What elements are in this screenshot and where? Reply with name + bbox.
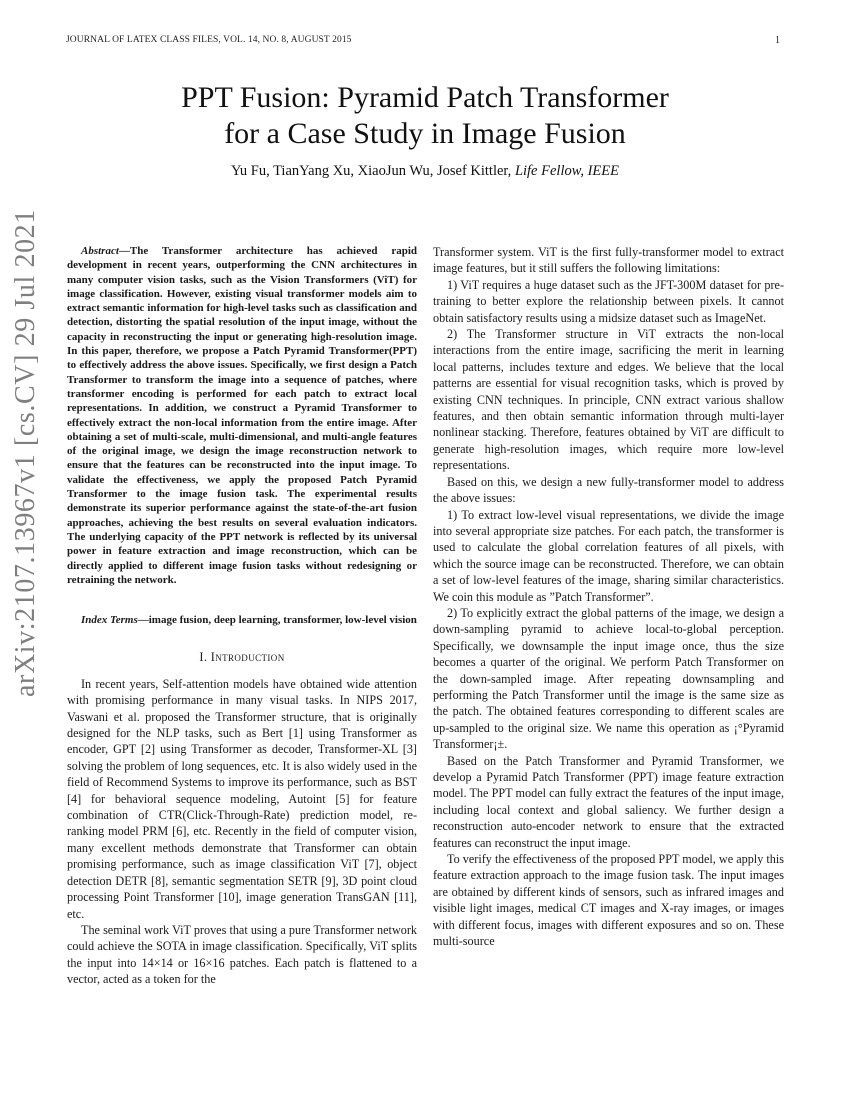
section-title: Introduction [210, 650, 285, 665]
paragraph: In recent years, Self-attention models have obtained wide attention with promising performance in many visual tasks. In NIPS 2017, Vaswani et al. proposed the Transformer structure, that is originally designed for the NLP tasks, such as Bert [1] using Transformer as encoder, GPT [2] using Transformer as decoder, Transformer-XL [3] solving the problem of long sequences, etc. It is also widely used in the field of Recommend Systems to improve its performance, such as BST [4] for behavioral sequence modeling, Autoint [5] for feature combination of CTR(Click-Through-Rate) prediction model, re-ranking model PRM [6], etc. Recently in the field of computer vision, many excellent methods demonstrate that Transformer can obtain promising performance, such as image classification ViT [7], object detection DETR [8], semantic segmentation SETR [9], 3D point cloud processing Point Transformer [10], image generation TransGAN [11], etc. [67, 676, 417, 921]
index-terms-text: —image fusion, deep learning, transformer, low-level vision [137, 614, 417, 627]
index-terms-lead: Index Terms [81, 614, 138, 627]
paragraph: 2) The Transformer structure in ViT extracts the non-local interactions from the entire image, sacrificing the merit in learning local patterns, includes texture and edges. We believe that the local patterns are essential for visual recognition tasks, which is proved by existing CNN techniques. In principle, CNN extract various shallow features, and then obtain semantic information through multi-layer nonlinear stacking. Therefore, features obtained by ViT are difficult to generate high-resolution images, which require more low-level representations. [433, 327, 784, 473]
paper-title-line-2: for a Case Study in Image Fusion [224, 117, 626, 150]
paragraph: 1) To extract low-level visual representations, we divide the image into several appropriate size patches. For each patch, the transformer is used to calculate the global correlation features of all pixels, with which the source image can be reconstructed. Therefore, we can obtain a set of low-level features of the image, sharing similar characteristics. We coin this module as ”Patch Transformer”. [433, 507, 784, 604]
paragraph: Based on the Patch Transformer and Pyramid Transformer, we develop a Pyramid Patch Transformer (PPT) image feature extraction model. The PPT model can fully extract the features of the input image, including local context and global saliency. We further design a reconstruction auto-encoder network to ensure that the extracted features can reconstruct the input image. [433, 753, 784, 850]
arxiv-stamp: arXiv:2107.13967v1 [cs.CV] 29 Jul 2021 [10, 209, 41, 697]
page-number: 1 [775, 35, 780, 46]
paragraph: 1) ViT requires a huge dataset such as the JFT-300M dataset for pre-training to better explore the relationship between pixels. It cannot obtain satisfactory results using a midsize dataset such as ImageNet. [433, 277, 784, 325]
right-column [433, 244, 784, 949]
abstract-text: —The Transformer architecture has achieved rapid development in recent years, outperforming the CNN architectures in many computer vision tasks, such as the Vision Transformers (ViT) for image classification. However, existing visual transformer models aim to extract semantic information for high-level tasks such as classification and detection, distorting the spatial resolution of the input image, without the capacity in reconstructing the input or generating high-resolution image. In this paper, therefore, we propose a Patch Pyramid Transformer(PPT) to effectively address the above issues. Specifically, we first design a Patch Transformer to transform the image into a sequence of patches, where transformer encoding is performed for each patch to extract local representations. In addition, we construct a Pyramid Transformer to effectively extract the non-local information from the entire image. After obtaining a set of multi-scale, multi-dimensional, and multi-angle features of the original image, we design the image reconstruction network to ensure that the features can be reconstructed into the input image. To validate the effectiveness, we apply the proposed Patch Pyramid Transformer to the image fusion task. The experimental results demonstrate its superior performance against the state-of-the-art fusion approaches, achieving the best results on several evaluation indicators. The underlying capacity of the PPT network is reflected by its universal power in feature extraction and image reconstruction, which can be directly applied to different image fusion tasks without redesigning or retraining the network. [67, 245, 417, 586]
paragraph: To verify the effectiveness of the proposed PPT model, we apply this feature extraction approach to the image fusion task. The input images are obtained by different kinds of sensors, such as infrared images and visible light images, medical CT images and X-ray images, or images with different focus, images with different exposures and so on. These multi-source [433, 852, 784, 949]
author-list [66, 163, 784, 180]
paper-title-line-1: PPT Fusion: Pyramid Patch Transformer [181, 81, 669, 114]
index-terms [67, 613, 417, 627]
paragraph: Based on this, we design a new fully-transformer model to address the above issues: [433, 474, 784, 506]
paragraph: 2) To explicitly extract the global patterns of the image, we design a down-sampling pyramid to achieve local-to-global perception. Specifically, we downsample the input image once, thus the size becomes a quarter of the original. We perform Patch Transformer on the down-sampled image. After repeating downsampling and performing the Patch Transformer until the image is the same size as the patch. The obtained features corresponding to different scales are up-sampled to the original size. We name this operation as ¡°Pyramid Transformer¡±. [433, 605, 784, 752]
author-fellow-note: Life Fellow, IEEE [514, 163, 619, 179]
running-head: JOURNAL OF LATEX CLASS FILES, VOL. 14, NO. 8, AUGUST 2015 [66, 35, 352, 45]
paragraph: The seminal work ViT proves that using a pure Transformer network could achieve the SOTA in image classification. Specifically, ViT splits the input into 14×14 or 16×16 patches. Each patch is flattened to a vector, acted as a token for the [67, 922, 417, 987]
section-heading-introduction [67, 649, 417, 665]
section-numeral: I. [199, 650, 208, 665]
author-names: Yu Fu, TianYang Xu, XiaoJun Wu, Josef Kittler, [231, 163, 512, 179]
left-column [67, 244, 417, 988]
paragraph: Transformer system. ViT is the first fully-transformer model to extract image features, but it still suffers the following limitations: [433, 245, 784, 276]
abstract-lead: Abstract [81, 245, 119, 257]
abstract [67, 244, 417, 587]
